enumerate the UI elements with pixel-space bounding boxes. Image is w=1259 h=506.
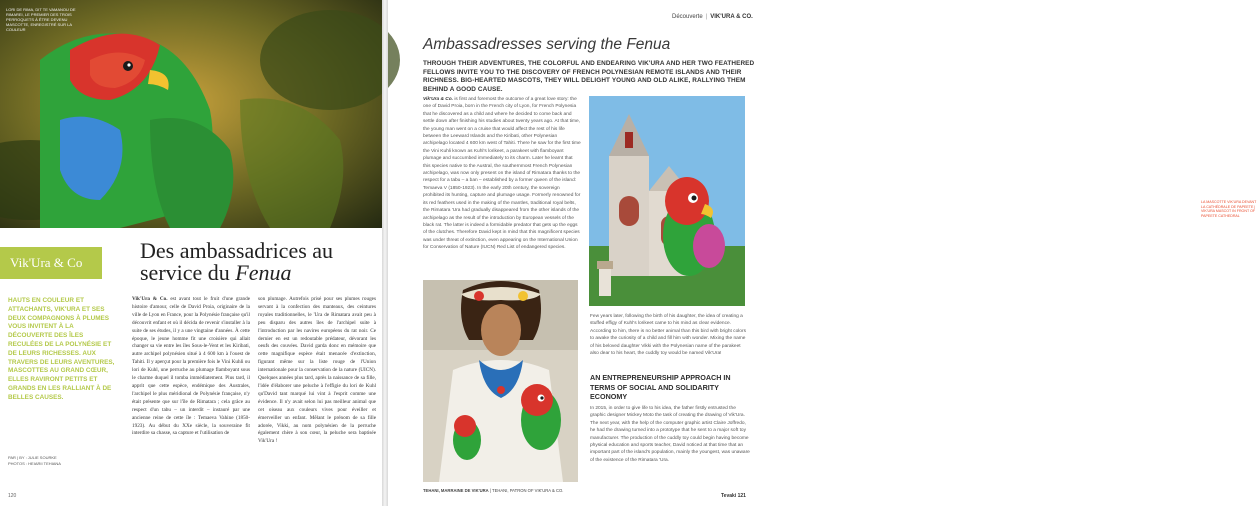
woman-photo [423,280,578,482]
body-text: est avant tout le fruit d'une grande histoire d'amour, celle de David Proia, originaire de la ville de Lyon en France, pour la Polynésie française qu'il découvrit enfant et où il décida de revenir s'installer à la suite de ses études, il y a une vingtaine d'années. À cette époque, le jeune homme fit une croisière qui allait changer sa vie entre les îles Sous-le-Vent et les Kiribati, autre archipel polynésien situé à 4 600 km à l'ouest de Tahiti. Il y aperçut pour la première fois le Vini Kuhli ou lori de Kuhl, une perruche au plumage flamboyant sous le charme duquel il tomba immédiatement. Plus tard, il apprit que cette espèce, endémique des Australes, l'archipel le plus méridional de Polynésie française, n'y était présente que sur l'île de Rimatara ; cela grâce au respect d'un tabu – un interdit – instauré par une ancienne reine de cette île : Temaeva Vahine (1850-1923). Au début du XXe siècle, la souveraine fit interdire sa chasse, sa capture et l'utilisation de [132,296,251,437]
subheading-en: AN ENTREPRENEURSHIP APPROACH IN TERMS OF SOCIAL AND SOLIDARITY ECONOMY [590,373,731,402]
parrot-photo [0,0,384,228]
cathedral-caption: LA MASCOTTE VIK'URA DEVANT LA CATHÉDRALE DE PAPEETE | VIK'URA MASCOT IN FRONT OF PAPEETE CATHEDRAL [1201,200,1257,218]
woman-caption-bold: TEHANI, MARRAINE DE VIK'URA [423,488,489,493]
credits-photos: PHOTOS : HEIARII TEHIANA [8,461,61,466]
page-number-left: 120 [8,493,17,499]
parrot-illustration [0,0,384,228]
lead-in: Vik'Ura & Co. [132,296,168,302]
credits [8,455,116,467]
title-line-2: service du [140,260,236,285]
title-line-1: Des ambassadrices au [140,238,334,263]
woman-caption-text: | TEHANI, PATRON OF VIK'URA & CO. [488,488,564,493]
lead-in-en: Vik'Ura & Co. [423,97,454,102]
section-name: VIK'URA & CO. [710,14,753,20]
body-column-en-1 [423,96,581,252]
section-label: Découverte [672,14,703,20]
body-column-fr-1 [132,296,250,438]
gutter [382,0,388,506]
section-header: Découverte | VIK'URA & CO. [672,14,753,20]
intro-fr: HAUTS EN COULEUR ET ATTACHANTS, VIK'URA ET SES DEUX COMPAGNONS À PLUMES VOUS INVITENT À LA DÉCOUVERTE DES ÎLES RECULÉES DE LA POLYNÉSIE ET DE LEURS RICHESSES. AUX TRAVERS DE LEURS AVENTURES, MASCOTTES AU GRAND CŒUR, ELLES RAVIRONT PETITS ET GRANDS EN LES RALLIANT À DE BELLES CAUSES. [8,297,115,401]
page-number-right: 121 [737,493,746,499]
photo-caption: LORI DE RIMA, DIT TE VAMANOU DE RIMAREI, LE PREMIER DES TROIS PERROQUETS À ÊTRE DEVENU MASCOTTE, ENREGISTRÉ SUR LA COULEUR [6,7,76,32]
body-column-en-3: In 2015, in order to give life to his idea, the father firstly entrusted the graphic designer Mickey Moto the task of creating the drawing of Vik'Ura. The next year, with the help of the computer graphic artist Claire Joffredo, he had the drawing turned into a prototype that he sent to a major soft toy manufacturer. The production of the cuddly toy could begin having become physical education and sports teacher, David noticed at that time that an important part of the island's population, mainly the youngest, was unaware of the existence of the Rimatara 'Ura. [590,406,750,463]
cathedral-photo [589,96,1257,306]
magazine-title: Tevaki [721,493,737,499]
cathedral-illustration [589,96,745,306]
woman-illustration [423,280,578,482]
article-title-en: Ambassadresses serving the Fenua [423,36,671,53]
intro-en: THROUGH THEIR ADVENTURES, THE COLORFUL AND ENDEARING VIK'URA AND HER TWO FEATHERED FELLOWS INVITE YOU TO THE DISCOVERY OF FRENCH POLYNESIAN REMOTE ISLANDS AND THEIR RICHNESS. BIG-HEARTED MASCOTS, THEY WILL DELIGHT YOUNG AND OLD ALIKE, RALLYING THEM BEHIND A GOOD CAUSE. [423,60,755,93]
title-italic: Fenua [235,260,292,285]
body-column-en-2: Few years later, following the birth of his daughter, the idea of creating a stuffed effigy of Kuhl's lorikeet came to his mind as clear evidence. According to him, there is no better animal than this bird with bright colors to awake the curiosity of a child and fill him with wonder. Mixing the name of his beloved daughter Vikki with the Polynesian name of the parakeet also dear to his heart, the cuddly toy would be named Vik'Ura! [590,314,746,357]
magazine-name [721,493,746,499]
woman-caption [423,488,583,493]
credits-author: PAR | BY : JULIE SOURKE [8,455,57,460]
section-tag-label: Vik'Ura & Co [10,255,83,270]
article-title-fr [140,240,380,284]
section-tag [0,247,102,279]
body-column-fr-2: son plumage. Autrefois prisé pour ses plumes rouges servant à la confection des manteaux, des ceintures royales traditionnelles, le 'Ura de Rimatara avait peu à peu disparu des autres îles de l'archipel suite à l'introduction par les navires européens du rat noir. Ce dernier en est un redoutable prédateur, dévorant les oeufs des couvées. David garda donc en mémoire que cette magnifique espèce était menacée d'extinction, figurant même sur la liste rouge de l'Union internationale pour la conservation de la nature (UICN). Quelques années plus tard, après la naissance de sa fille, l'idée d'élaborer une peluche à l'effigie du lori de Kuhl qu'David tant marqué lui vint à l'esprit comme une évidence. Il n'y avait selon lui pas meilleur animal que cet oiseau aux couleurs vives pour éveiller et émerveiller un enfant. Mêlant le prénom de sa fille adorée, Vikki, au nom polynésien de la perruche également chère à son cœur, la peluche sera baptisée Vik'Ura ! [258,296,376,445]
body-text-en: is first and foremost the outcome of a great love story: the one of David Proia, born in the French city of Lyon, for French Polynesia that he discovered as a child and where he decided to come back and settle down after finishing his studies about twenty years ago. At that time, the young man went on a cruise that would affect the rest of his life between the Leeward Islands and the Kiribati, other Polynesian archipelago located 4 600 km west of Tahiti. There he saw for the first time the Vini Kuhli known as Kuhl's lorikeet, a parakeet with flamboyant plumage and succumbed immediately to its charm. Later he learnt that this species native to the Austral, the southernmost French Polynesian archipelago, was now only present on the island of Rimatara thanks to the respect for a tabu – a ban – established by a former queen of the island: Temaeva V (1850-1923). In the early 20th century, the sovereign prohibited its hunting, capture and plumage usage. Formerly renowned for its red feathers used in the making of the mantles, traditional royal belts, the Rimatara 'Ura had gradually disappeared from the other islands of the archipelago as the result of the introduction by European vessels of the black rat. The latter is indeed a formidable predator that gets up the eggs of the clutches. Therefore David kept in mind that this magnificent species was under threat of extinction, even appearing on the International Union for Conservation of Nature (IUCN) Red List of endangered species. [423,97,581,251]
